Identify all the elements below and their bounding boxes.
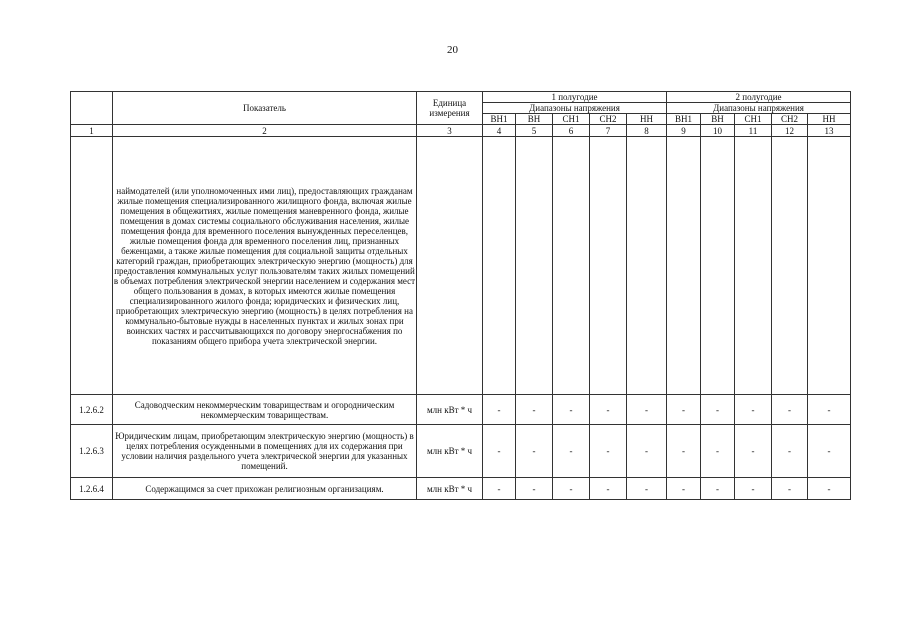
value-cell: - bbox=[590, 425, 627, 478]
column-number-row bbox=[71, 125, 851, 137]
value-cell bbox=[701, 137, 735, 395]
value-cell: - bbox=[772, 395, 808, 425]
header-half1: 1 полугодие bbox=[483, 92, 667, 103]
column-number: 13 bbox=[808, 125, 851, 137]
value-cell: - bbox=[667, 478, 701, 500]
header-level: СН2 bbox=[590, 114, 627, 125]
table-row bbox=[71, 395, 851, 425]
header-voltage-ranges-2: Диапазоны напряжения bbox=[667, 103, 851, 114]
value-cell: - bbox=[627, 425, 667, 478]
column-number: 3 bbox=[417, 125, 483, 137]
row-unit: млн кВт * ч bbox=[417, 395, 483, 425]
value-cell: - bbox=[590, 478, 627, 500]
value-cell bbox=[516, 137, 553, 395]
value-cell: - bbox=[667, 395, 701, 425]
column-number: 1 bbox=[71, 125, 113, 137]
value-cell: - bbox=[553, 425, 590, 478]
value-cell: - bbox=[808, 478, 851, 500]
header-level: ВН bbox=[516, 114, 553, 125]
value-cell: - bbox=[590, 395, 627, 425]
column-number: 11 bbox=[735, 125, 772, 137]
tariff-balance-table bbox=[70, 91, 851, 500]
column-number: 4 bbox=[483, 125, 516, 137]
header-level: ВН1 bbox=[483, 114, 516, 125]
value-cell: - bbox=[483, 478, 516, 500]
value-cell: - bbox=[808, 395, 851, 425]
row-text: Юридическим лицам, приобретающим электрическую энергию (мощность) в целях потребления осужденными в помещениях для их содержания при условии наличия раздельного учета электрической энергии для указанных помещений. bbox=[113, 425, 417, 478]
column-number: 7 bbox=[590, 125, 627, 137]
value-cell: - bbox=[627, 395, 667, 425]
value-cell bbox=[627, 137, 667, 395]
value-cell: - bbox=[483, 425, 516, 478]
value-cell: - bbox=[701, 478, 735, 500]
header-voltage-ranges-1: Диапазоны напряжения bbox=[483, 103, 667, 114]
value-cell bbox=[553, 137, 590, 395]
table-row bbox=[71, 137, 851, 395]
value-cell bbox=[667, 137, 701, 395]
row-text: наймодателей (или уполномоченных ими лиц), предоставляющих гражданам жилые помещения специализированного жилищного фонда, включая жилые помещения в общежитиях, жилые помещения маневренного фонда, жилые помещения в домах системы социального обслуживания населения, жилые помещения фонда для временного поселения вынужденных переселенцев, жилые помещения фонда для временного поселения лиц, признанных беженцами, а также жилые помещения для социальной защиты отдельных категорий граждан, приобретающих электрическую энергию (мощность) для предоставления коммунальных услуг пользователям таких жилых помещений в объемах потребления электрической энергии населением и содержания мест общего пользования в домах, в которых имеются жилые помещения специализированного жилого фонда; юридических и физических лиц, приобретающих электрическую энергию (мощность) в целях потребления на коммунально-бытовые нужды в населенных пунктах и жилых зонах при воинских частях и рассчитывающихся по договору энергоснабжения по показаниям общего прибора учета электрической энергии. bbox=[113, 137, 417, 395]
value-cell: - bbox=[516, 478, 553, 500]
value-cell: - bbox=[667, 425, 701, 478]
column-number: 12 bbox=[772, 125, 808, 137]
header-level: ВН1 bbox=[667, 114, 701, 125]
column-number: 5 bbox=[516, 125, 553, 137]
value-cell: - bbox=[735, 478, 772, 500]
value-cell: - bbox=[735, 425, 772, 478]
row-unit: млн кВт * ч bbox=[417, 478, 483, 500]
row-id: 1.2.6.2 bbox=[71, 395, 113, 425]
column-number: 8 bbox=[627, 125, 667, 137]
header-level: СН1 bbox=[735, 114, 772, 125]
header-level: СН2 bbox=[772, 114, 808, 125]
value-cell bbox=[772, 137, 808, 395]
header-indicator: Показатель bbox=[113, 92, 417, 125]
value-cell: - bbox=[483, 395, 516, 425]
row-unit: млн кВт * ч bbox=[417, 425, 483, 478]
header-half2: 2 полугодие bbox=[667, 92, 851, 103]
row-unit bbox=[417, 137, 483, 395]
column-number: 9 bbox=[667, 125, 701, 137]
header-level: НН bbox=[808, 114, 851, 125]
value-cell: - bbox=[808, 425, 851, 478]
value-cell bbox=[590, 137, 627, 395]
value-cell bbox=[735, 137, 772, 395]
row-text: Садоводческим некоммерческим товариществам и огородническим некоммерческим товариществам. bbox=[113, 395, 417, 425]
value-cell bbox=[483, 137, 516, 395]
value-cell: - bbox=[516, 425, 553, 478]
column-number: 6 bbox=[553, 125, 590, 137]
table-row bbox=[71, 478, 851, 500]
value-cell: - bbox=[553, 395, 590, 425]
value-cell: - bbox=[516, 395, 553, 425]
table-row bbox=[71, 425, 851, 478]
column-number: 10 bbox=[701, 125, 735, 137]
column-number: 2 bbox=[113, 125, 417, 137]
row-text: Содержащимся за счет прихожан религиозным организациям. bbox=[113, 478, 417, 500]
value-cell bbox=[808, 137, 851, 395]
header-level: ВН bbox=[701, 114, 735, 125]
value-cell: - bbox=[627, 478, 667, 500]
value-cell: - bbox=[701, 395, 735, 425]
row-id: 1.2.6.3 bbox=[71, 425, 113, 478]
value-cell: - bbox=[772, 478, 808, 500]
header-unit: Единица измерения bbox=[417, 92, 483, 125]
row-id bbox=[71, 137, 113, 395]
value-cell: - bbox=[772, 425, 808, 478]
value-cell: - bbox=[701, 425, 735, 478]
value-cell: - bbox=[735, 395, 772, 425]
value-cell: - bbox=[553, 478, 590, 500]
page-number: 20 bbox=[447, 44, 458, 56]
row-id: 1.2.6.4 bbox=[71, 478, 113, 500]
header-level: НН bbox=[627, 114, 667, 125]
header-level: СН1 bbox=[553, 114, 590, 125]
header-number-cell bbox=[71, 92, 113, 125]
